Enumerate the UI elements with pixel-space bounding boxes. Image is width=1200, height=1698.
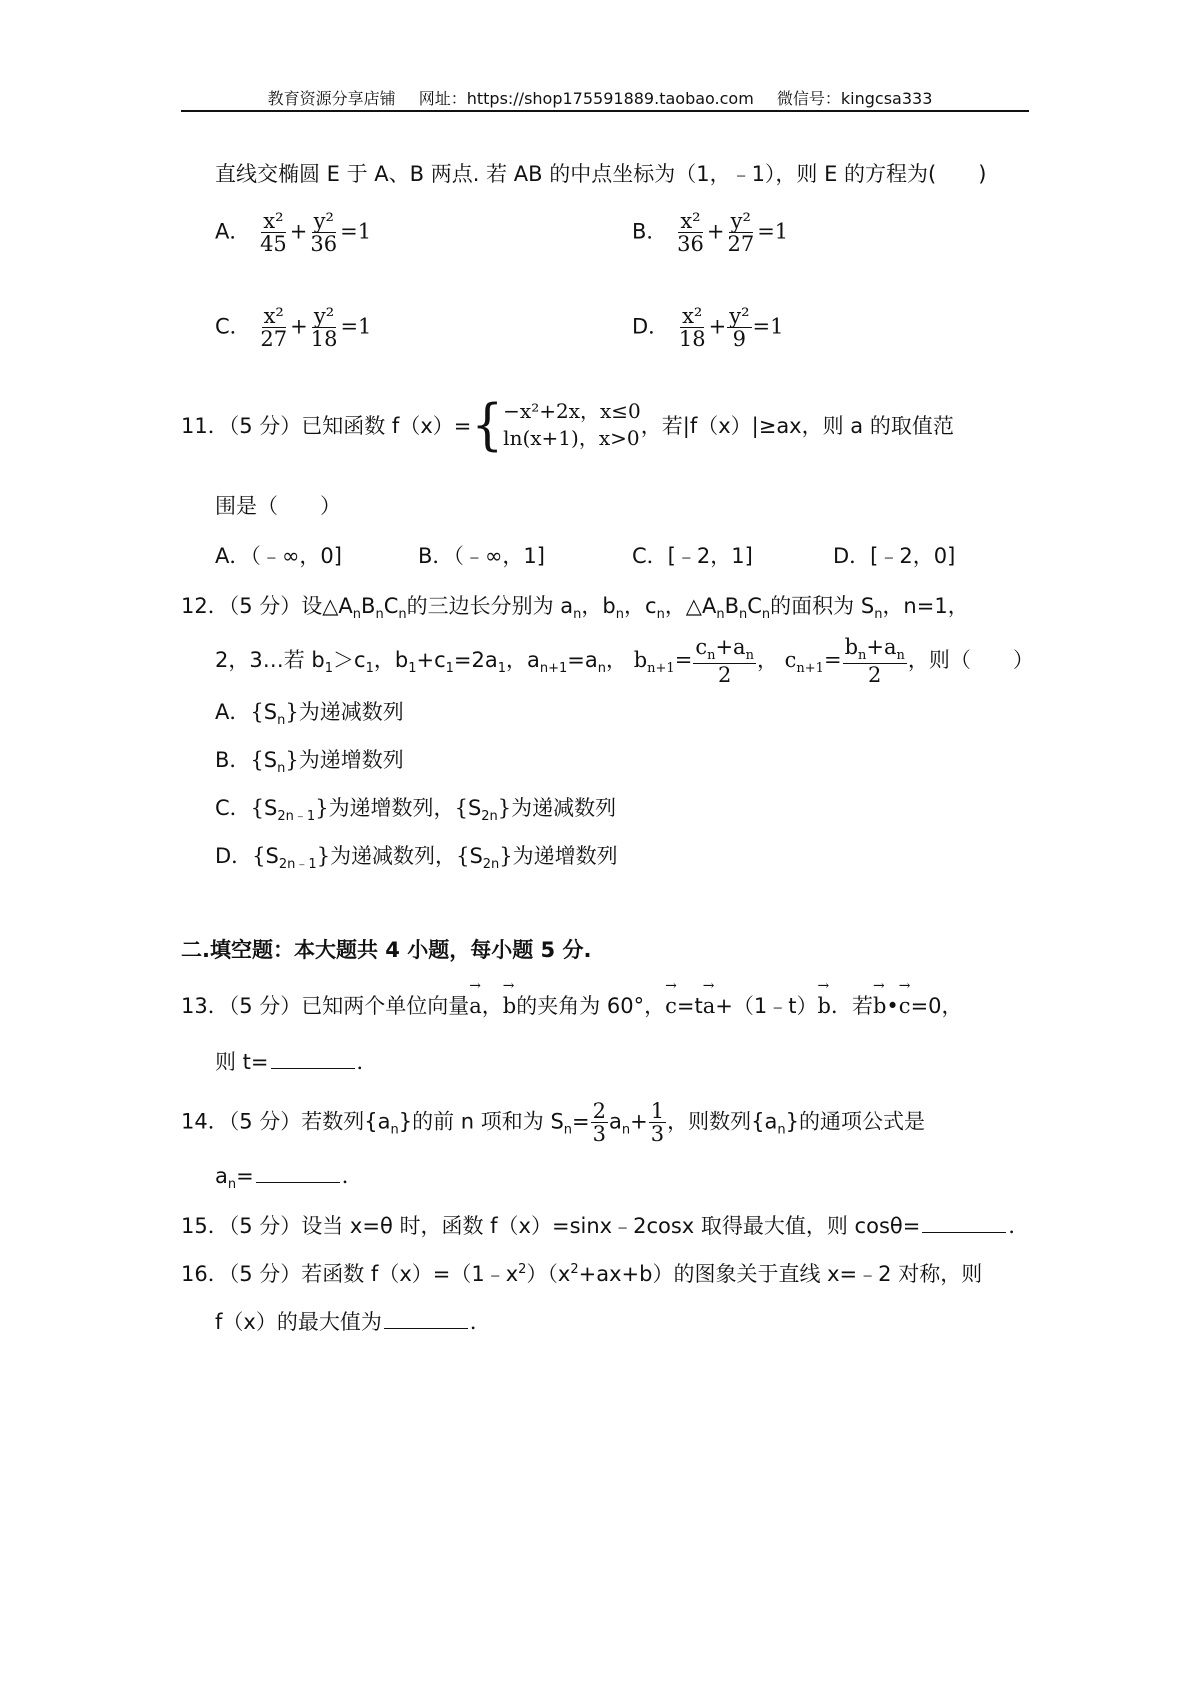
q11-option-a[interactable]: A．（﹣∞，0]: [215, 544, 342, 568]
shop-name: 教育资源分享店铺: [267, 89, 396, 108]
q13-stem: 13．（5 分）已知两个单位向量→ a，→ b的夹角为 60°，→ c=t→ a+（1﹣t）→ b．若→ b•→ c=0，: [181, 990, 963, 1020]
piecewise-brace: {: [471, 393, 504, 457]
answer-blank[interactable]: [922, 1231, 1006, 1233]
option-label: C．: [215, 314, 251, 339]
q12-line2: 2，3…若 $b_1>c_1$，$b_1+c_1=2a_1$，$a_{n+1}=a_n$， $b_{n+1}=$ $\frac{c_n+a_n}{2}$ ， $c_{n+1}=$ $\frac{b_n+a_n}{2}$ ，则（ ）: [215, 635, 1034, 687]
q10-option-a[interactable]: A． $\frac{\text{x²}}{45}$ + $\frac{\text{y²}}{36}$ =1: [215, 209, 372, 257]
q16-cont: f（x）的最大值为 ．: [215, 1310, 491, 1334]
wechat-id: 微信号：kingcsa333: [776, 89, 933, 108]
option-label: D．: [632, 314, 670, 339]
section-2-title: 二.填空题：本大题共 4 小题，每小题 5 分.: [181, 938, 592, 962]
shop-url[interactable]: 网址：https://shop175591889.taobao.com: [418, 89, 754, 108]
q11-option-b[interactable]: B．（﹣∞，1]: [418, 544, 545, 568]
option-label: B．: [632, 219, 668, 244]
q14-stem: 14．（5 分）若数列$\{a_n\}$的前 n 项和为 $S_n=$ $\frac{2}{3}$ $a_n+$ $\frac{1}{3}$ ，则数列$\{a_n\}$的通项公式是: [181, 1099, 925, 1147]
q11-option-d[interactable]: D．[﹣2，0]: [833, 544, 956, 568]
q15-stem: 15．（5 分）设当 x=θ 时，函数 f（x）=sinx﹣2cosx 取得最大值，则 cosθ= ．: [181, 1214, 1030, 1238]
q10-option-c[interactable]: C． $\frac{\text{x²}}{27}$ + $\frac{\text{y²}}{18}$ =1: [215, 304, 372, 352]
vector-b: → b: [503, 990, 516, 1018]
q11-cont: 围是（ ）: [215, 494, 341, 518]
q12-option-a[interactable]: A．$\{S_n\}$为递减数列: [215, 700, 404, 729]
vector-a: → a: [469, 990, 482, 1018]
q13-cont: 则 t= ．: [215, 1050, 378, 1074]
q10-option-d[interactable]: D． $\frac{\text{x²}}{18}$ + $\frac{\text{y²}}{9}$ =1: [632, 304, 784, 352]
q10-stem: 直线交椭圆 E 于 A、B 两点. 若 AB 的中点坐标为（1，﹣1），则 E 的方程为( ): [215, 162, 987, 186]
q10-option-b[interactable]: B． $\frac{\text{x²}}{36}$ + $\frac{\text{y²}}{27}$ =1: [632, 209, 789, 257]
answer-blank[interactable]: [271, 1067, 355, 1069]
piecewise-cases: −x²+2x，x≤0 ln(x+1)，x>0: [503, 399, 641, 450]
q12-option-b[interactable]: B．$\{S_n\}$为递增数列: [215, 748, 404, 777]
vector-c: → c: [665, 990, 677, 1018]
q16-stem: 16．（5 分）若函数 $f(x)=(1﹣x^2)(x^2+ax+b)$的图象关于直线 x=﹣2 对称，则: [181, 1262, 983, 1286]
q12-option-d[interactable]: D．$\{S_{2n﹣1}\}$为递减数列，$\{S_{2n}\}$为递增数列: [215, 844, 618, 873]
answer-blank[interactable]: [256, 1181, 340, 1183]
header-rule: [181, 110, 1029, 112]
answer-blank[interactable]: [384, 1327, 468, 1329]
q11-stem: 11．（5 分）已知函数 f（x）={ −x²+2x，x≤0 ln(x+1)，x>0 ，若|f（x）|≥ax，则 a 的取值范: [181, 393, 954, 457]
page-header: [0, 86, 1200, 109]
q11-option-c[interactable]: C．[﹣2，1]: [632, 544, 753, 568]
q14-cont: $a_n=$ ．: [215, 1164, 363, 1193]
q12-line1: 12．（5 分）设$\triangle A_nB_nC_n$的三边长分别为 $a_n$，$b_n$，$c_n$，$\triangle A_nB_nC_n$的面积为 $S_n$，n=1，: [181, 594, 969, 623]
option-label: A．: [215, 219, 251, 244]
q12-option-c[interactable]: C．$\{S_{2n﹣1}\}$为递增数列，$\{S_{2n}\}$为递减数列: [215, 796, 617, 825]
